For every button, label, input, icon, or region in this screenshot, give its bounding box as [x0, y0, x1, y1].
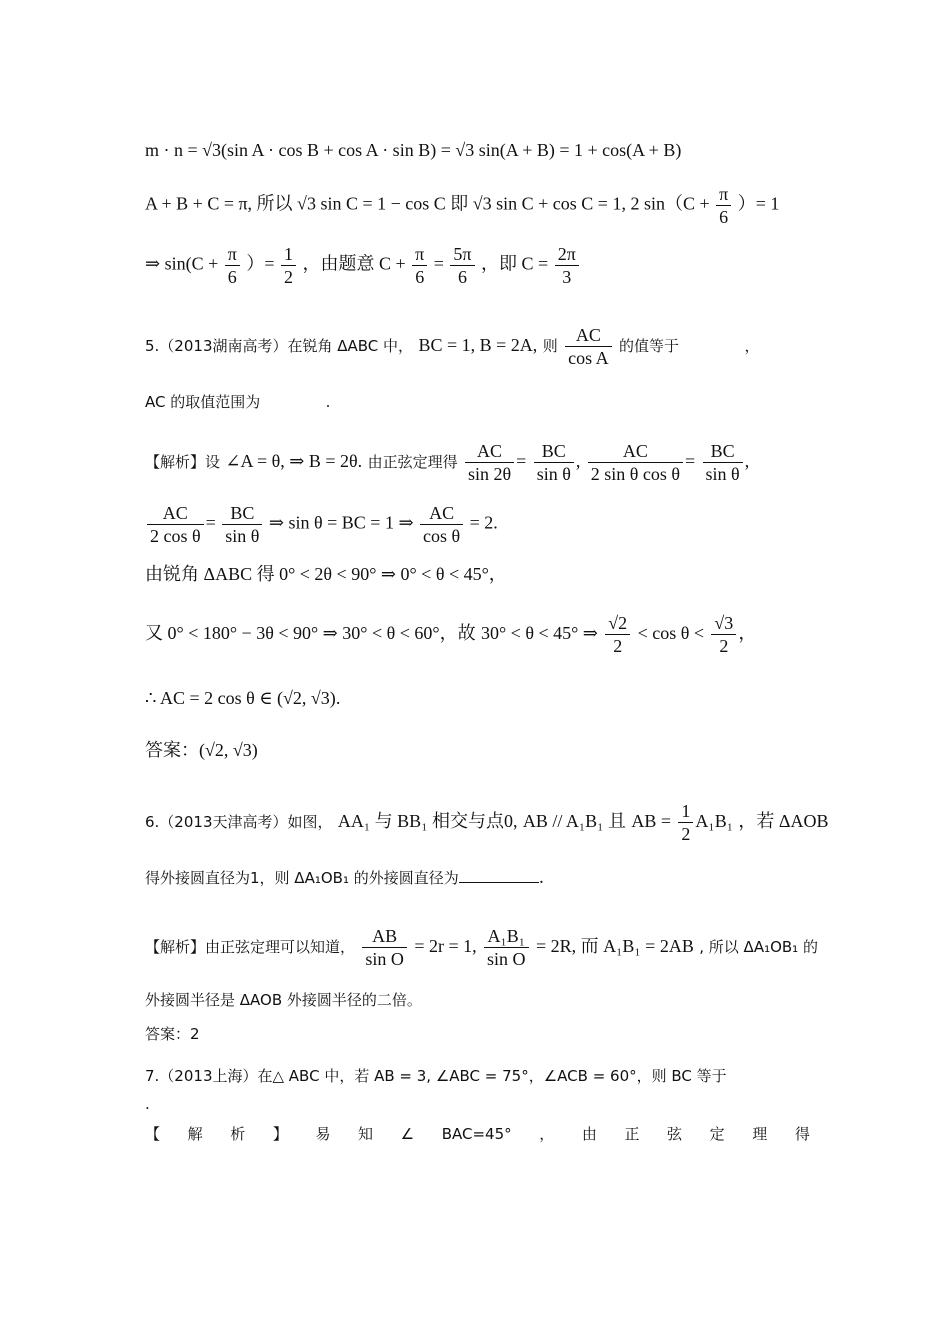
solution-6-line-1	[145, 925, 818, 970]
equation-line-3	[145, 243, 810, 288]
fraction: $\frac{1}{2}$	[678, 800, 693, 845]
solution-char: 】	[272, 1125, 288, 1143]
equation-text: ，由题意 C +	[302, 253, 406, 274]
solution-char: 析	[230, 1125, 246, 1143]
solution-text: , 所以 ΔA₁OB₁ 的	[699, 938, 818, 956]
equation-text: A + B + C = π, 所以 √3 sin C = 1 − cos C 即 √3 sin C + cos C = 1, 2 sin（C +	[145, 193, 710, 214]
equation-line-2	[145, 183, 810, 228]
equation-text: 由锐角 ΔABC 得 0° < 2θ < 90° ⇒ 0° < θ < 45°，	[145, 564, 507, 584]
equation-text: = 2R, 而 A₁B₁ = 2AB	[535, 936, 694, 956]
solution-char: 得	[794, 1125, 810, 1143]
solution-char: BAC=45°	[441, 1125, 512, 1143]
fraction: $\frac{2\pi}{3}$	[555, 243, 579, 288]
fraction: $\frac{\text{A₁B₁}}{\text{sin O}}$	[484, 925, 529, 970]
fraction: $\frac{\pi}{6}$	[412, 243, 427, 288]
fraction: $\frac{BC}{\text{sin θ}}$	[534, 440, 574, 485]
question-text: .	[145, 1095, 150, 1113]
solution-char: 由	[581, 1125, 597, 1143]
question-text: 5.（2013湖南高考）在锐角 ΔABC 中，	[145, 337, 414, 355]
question-5	[145, 324, 810, 369]
fraction: $\frac{AC}{\text{2 cos θ}}$	[147, 502, 204, 547]
equation-text: =	[433, 253, 444, 274]
answer-text: 答案：(√2, √3)	[145, 740, 258, 760]
equation-text: ∴ AC = 2 cos θ ∈ (√2, √3)	[145, 688, 336, 708]
question-text: BC = 1, B = 2A,	[418, 335, 538, 355]
equation-text: 30° < θ < 45° ⇒	[480, 623, 598, 643]
solution-char: 理	[752, 1125, 768, 1143]
solution-char: 定	[709, 1125, 725, 1143]
solution-6-line-2	[145, 988, 810, 1012]
question-text: 得外接圆直径为1，则 ΔA₁OB₁ 的外接圆直径为	[145, 869, 459, 887]
solution-char: 解	[187, 1125, 203, 1143]
fraction: $\frac{AC}{\sin 2\theta}$	[465, 440, 514, 485]
solution-5-line-2: $\frac{AC}{\text{2 cos θ}}$ = $\frac{BC}{\text{sin θ}}$ ⇒ sin θ = BC = 1 ⇒ $\frac{AC}{\text{cos θ}}$ = 2.	[145, 502, 810, 547]
answer-text: 答案：2	[145, 1025, 200, 1043]
question-6-part-2: 得外接圆直径为1，则 ΔA₁OB₁ 的外接圆直径为 .	[145, 868, 545, 888]
solution-label: 【解析】设	[145, 453, 221, 471]
solution-char: 正	[624, 1125, 640, 1143]
question-text: AB =	[631, 811, 672, 831]
equation-text: = 2r = 1,	[414, 936, 477, 956]
question-5-part-2: AC 的取值范围为 .	[145, 393, 331, 411]
fraction: $\frac{1}{2}$	[281, 243, 296, 288]
solution-char: ，	[539, 1125, 555, 1143]
equation-text: ⇒ sin(C +	[145, 253, 219, 274]
answer-6	[145, 1022, 810, 1046]
solution-5-line-1: 【解析】设 ∠A = θ, ⇒ B = 2θ. 由正弦定理得 $\frac{AC}{\sin 2\theta}$ = $\frac{BC}{\text{sin θ}}$ , $\frac{AC}{\text{2 sin θ cos θ}}$ = $\frac{BC}{\text{sin θ}}$ ,	[145, 441, 750, 484]
fraction: $\frac{√2}{2}$	[605, 612, 630, 657]
equation-text: = 2.	[469, 512, 498, 533]
question-6: 6.（2013天津高考）如图， AA₁ 与 BB₁ 相交与点0, AB // A₁B₁ 且 AB = $\frac{1}{2}$ A₁B₁ ，若 ΔAOB	[145, 801, 829, 844]
fraction: $\frac{\pi}{6}$	[716, 183, 731, 228]
solution-text: 外接圆半径是 ΔAOB 外接圆半径的二倍。	[145, 991, 422, 1009]
solution-5-line-4: 又 0° < 180° − 3θ < 90° ⇒ 30° < θ < 60°，故 30° < θ < 45° ⇒ $\frac{√2}{2}$ < cos θ < $\frac{√3}{2}$ ，	[145, 613, 757, 656]
solution-5-line-5: ∴ AC = 2 cos θ ∈ (√2, √3).	[145, 688, 341, 708]
equation-text: ∠A = θ, ⇒ B = 2θ.	[225, 451, 363, 471]
solution-char: ∠	[400, 1125, 415, 1143]
question-text: AB // A₁B₁ 且	[522, 811, 626, 831]
solution-char: 弦	[667, 1125, 683, 1143]
question-text: 的值等于	[619, 337, 680, 355]
question-text: AA₁ 与 BB₁ 相交与点0,	[337, 811, 518, 831]
equation-text: ）= 1	[737, 193, 780, 214]
question-7	[145, 1064, 810, 1088]
solution-text: 由正弦定理得	[367, 453, 458, 471]
fraction: $\frac{BC}{\text{sin θ}}$	[222, 502, 262, 547]
fraction: $\frac{5\pi}{6}$	[450, 243, 474, 288]
solution-char: 易	[315, 1125, 331, 1143]
fraction: $\frac{AC}{\text{cos θ}}$	[420, 502, 463, 547]
equation-text: m · n = √3(sin A · cos B + cos A · sin B) = √3 sin(A + B) = 1 + cos(A + B)	[145, 140, 682, 160]
answer-blank	[459, 868, 539, 883]
question-text: AC 的取值范围为	[145, 393, 261, 411]
equation-text: ）=	[246, 253, 275, 274]
solution-char: 【	[145, 1125, 161, 1143]
question-text: 6.（2013天津高考）如图，	[145, 813, 333, 831]
solution-text: 【解析】由正弦定理可以知道，	[145, 938, 356, 956]
question-text: ，若 ΔAOB	[738, 811, 829, 831]
fraction: $\frac{AB}{\text{sin O}}$	[362, 925, 407, 970]
equation-text: < cos θ <	[637, 623, 705, 643]
solution-7-line-1	[145, 1122, 810, 1146]
fraction: $\frac{AC}{\text{2 sin θ cos θ}}$	[588, 440, 683, 485]
question-text: ，	[744, 337, 760, 355]
answer-5	[145, 738, 810, 762]
question-text: 7.（2013上海）在△ ABC 中，若 AB = 3, ∠ABC = 75°，∠ACB = 60°，则 BC 等于	[145, 1067, 727, 1085]
equation-text: ⇒ sin θ = BC = 1 ⇒	[268, 512, 414, 533]
fraction: $\frac{\pi}{6}$	[225, 243, 240, 288]
equation-text: 又 0° < 180° − 3θ < 90° ⇒ 30° < θ < 60°，故	[145, 623, 476, 643]
solution-char: 知	[358, 1125, 374, 1143]
question-7-part-2	[145, 1092, 810, 1116]
fraction: $\frac{BC}{\text{sin θ}}$	[703, 440, 743, 485]
fraction: $\frac{AC}{\text{cos A}}$	[565, 324, 612, 369]
fraction: $\frac{√3}{2}$	[711, 612, 736, 657]
question-text: 则	[542, 337, 558, 355]
solution-5-line-3	[145, 562, 810, 587]
equation-text: ，即 C =	[481, 253, 549, 274]
equation-line-1	[145, 138, 810, 162]
